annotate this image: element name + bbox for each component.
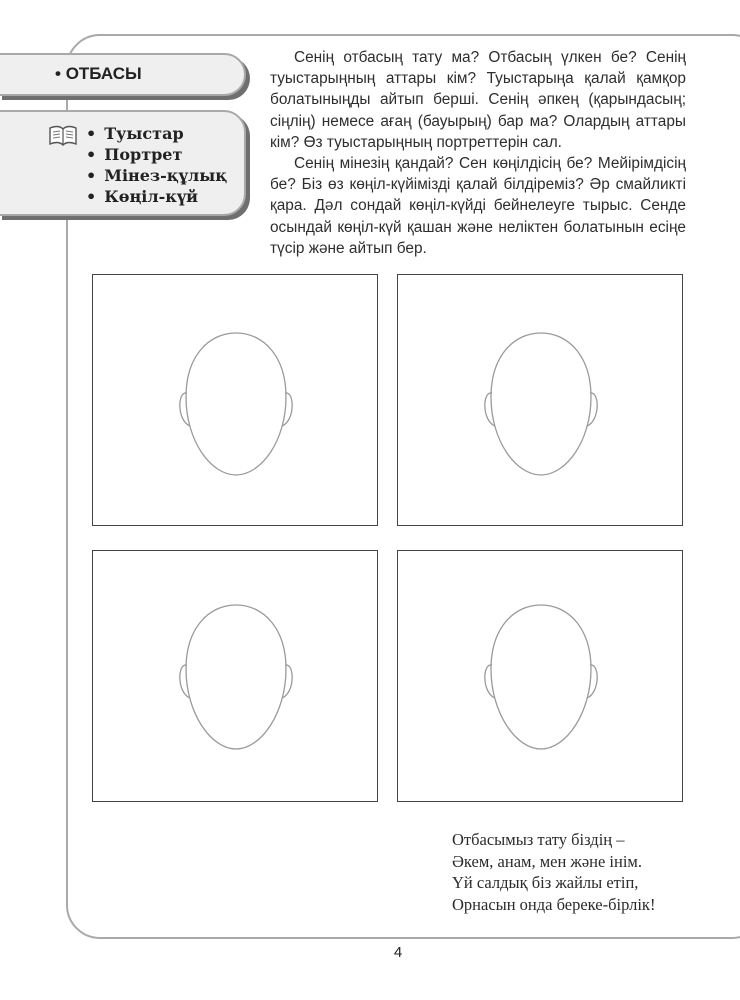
page-number: 4	[393, 944, 403, 961]
portrait-box[interactable]	[92, 274, 378, 526]
portrait-box[interactable]	[397, 274, 683, 526]
poem	[452, 829, 692, 915]
open-book-icon	[48, 125, 78, 152]
poem-line: Үй салдық біз жайлы етіп,	[452, 873, 639, 892]
portrait-box[interactable]	[397, 550, 683, 802]
section-title: • ОТБАСЫ	[55, 64, 142, 83]
topics-list	[86, 123, 227, 207]
poem-line: Әкем, анам, мен және інім.	[452, 851, 642, 871]
face-outline-icon	[398, 275, 684, 527]
section-title-tab	[0, 53, 246, 96]
topic-item: • Мінез-құлық	[86, 165, 227, 186]
portrait-box[interactable]	[92, 550, 378, 802]
topic-item: • Портрет	[86, 144, 227, 165]
poem-line: Орнасын онда береке-бірлік!	[452, 894, 656, 914]
face-outline-icon	[93, 551, 379, 803]
face-outline-icon	[93, 275, 379, 527]
intro-text	[270, 47, 686, 259]
intro-paragraph: Сенің мінезің қандай? Сен көңілдісің бе? Мейірімдісің бе? Біз өз көңіл-күйімізді қалай білдіреміз? Әр смайликті қара. Дәл сондай көңіл-күйді бейнелеуге тырыс. Сенде осындай көңіл-күй қашан және неліктен болатынын есіңе түсір және айтып бер.	[270, 155, 686, 257]
intro-paragraph: Сенің отбасың тату ма? Отбасың үлкен бе? Сенің туыстарыңның аттары кім? Туыстарыңа қалай қамқор болатыныңды айтып берші. Сенің әпкең (қарындасың; сіңлің) немесе ағаң (бауырың) бар ма? Олардың аттары кім? Өз туыстарыңның портреттерін сал.	[270, 49, 686, 151]
topic-item: • Көңіл-күй	[86, 186, 227, 207]
topic-item: • Туыстар	[86, 123, 227, 144]
poem-line: Отбасымыз тату біздің –	[452, 830, 625, 849]
topics-tab	[0, 110, 246, 216]
face-outline-icon	[398, 551, 684, 803]
